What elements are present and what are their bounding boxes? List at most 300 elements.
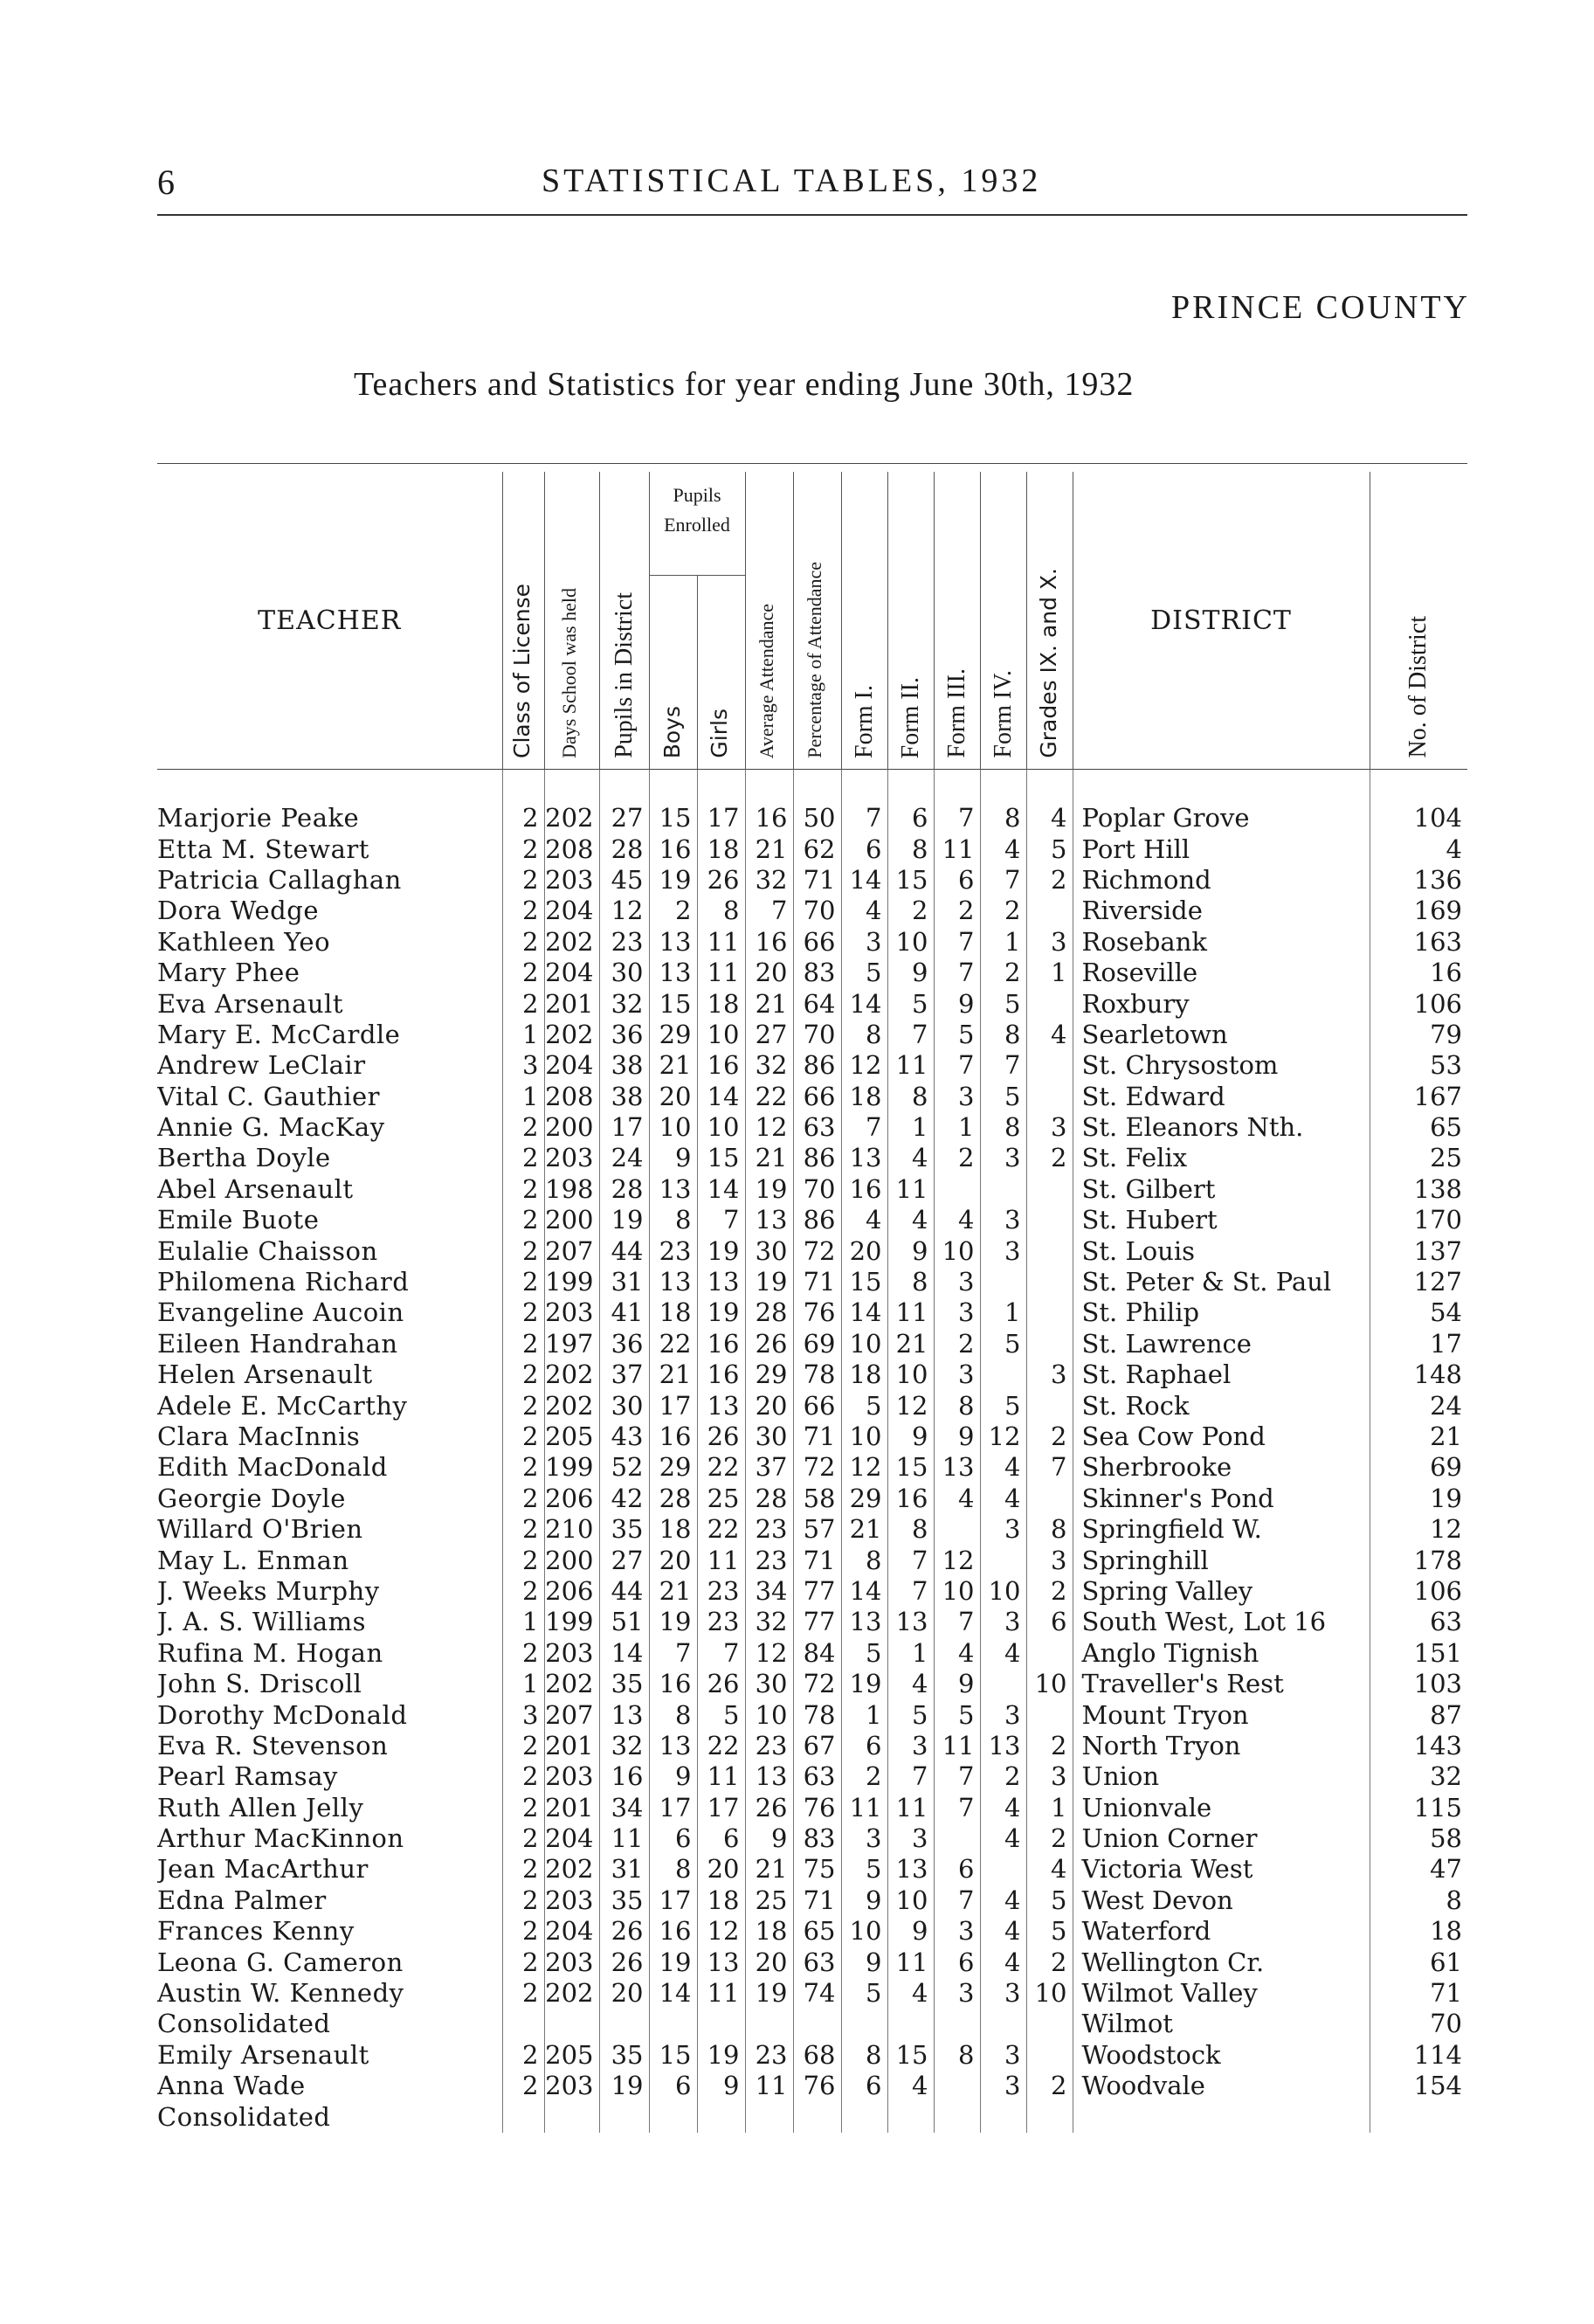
district-cell: Richmond bbox=[1073, 865, 1370, 896]
class-of-license-cell: 3 bbox=[502, 1699, 544, 1730]
boys-cell: 16 bbox=[649, 1916, 697, 1947]
col-district: DISTRICT bbox=[1073, 472, 1370, 770]
county-heading: PRINCE COUNTY bbox=[1171, 289, 1470, 326]
average-attendance-cell: 34 bbox=[745, 1576, 793, 1607]
form3-cell: 3 bbox=[934, 1916, 980, 1947]
average-attendance-cell: 12 bbox=[745, 1112, 793, 1143]
grades9-10-cell: 3 bbox=[1026, 927, 1073, 958]
table-row bbox=[157, 1761, 1467, 1792]
pupils-in-district-cell: 13 bbox=[599, 1699, 649, 1730]
district-number-cell: 169 bbox=[1370, 896, 1467, 926]
page-number: 6 bbox=[157, 163, 175, 202]
form3-cell: 5 bbox=[934, 1699, 980, 1730]
form2-cell: 10 bbox=[887, 1885, 934, 1916]
form4-cell: 4 bbox=[980, 1916, 1026, 1947]
grades9-10-cell bbox=[1026, 1174, 1073, 1205]
district-cell: Union Corner bbox=[1073, 1823, 1370, 1854]
table-body bbox=[157, 803, 1467, 2133]
teacher-name bbox=[157, 865, 502, 896]
form3-cell bbox=[934, 2101, 980, 2132]
percentage-attendance-cell: 64 bbox=[793, 988, 841, 1019]
pupils-in-district-cell: 30 bbox=[599, 958, 649, 988]
district-number-cell: 16 bbox=[1370, 958, 1467, 988]
grades9-10-cell: 7 bbox=[1026, 1452, 1073, 1483]
days-held-cell: 197 bbox=[544, 1329, 599, 1359]
teacher-name bbox=[157, 1267, 502, 1297]
percentage-attendance-cell: 78 bbox=[793, 1699, 841, 1730]
days-held-cell: 208 bbox=[544, 1082, 599, 1112]
boys-cell: 20 bbox=[649, 1545, 697, 1575]
teacher-name bbox=[157, 1699, 502, 1730]
days-held-cell: 199 bbox=[544, 1452, 599, 1483]
days-held-cell: 203 bbox=[544, 1761, 599, 1792]
form2-cell: 11 bbox=[887, 1793, 934, 1823]
table-row bbox=[157, 1452, 1467, 1483]
class-of-license-cell: 3 bbox=[502, 1050, 544, 1081]
average-attendance-cell: 32 bbox=[745, 865, 793, 896]
girls-cell: 14 bbox=[697, 1082, 745, 1112]
form3-cell: 9 bbox=[934, 1669, 980, 1699]
class-of-license-cell: 2 bbox=[502, 833, 544, 864]
grades9-10-cell bbox=[1026, 1699, 1073, 1730]
teacher-name-text: Pearl Ramsay bbox=[157, 1761, 338, 1792]
district-number-cell: 127 bbox=[1370, 1267, 1467, 1297]
district-number-cell: 4 bbox=[1370, 833, 1467, 864]
district-number-cell: 103 bbox=[1370, 1669, 1467, 1699]
average-attendance-cell: 21 bbox=[745, 1143, 793, 1173]
form3-cell: 1 bbox=[934, 1112, 980, 1143]
form1-cell: 9 bbox=[841, 1947, 887, 1977]
form2-cell: 13 bbox=[887, 1854, 934, 1885]
teacher-name-text: Arthur MacKinnon bbox=[157, 1823, 404, 1854]
class-of-license-cell: 2 bbox=[502, 1484, 544, 1514]
col-pupils-in-district bbox=[599, 472, 649, 770]
form4-cell bbox=[980, 1267, 1026, 1297]
col-days-school-held-label: Days School was held bbox=[557, 588, 580, 758]
district-number-cell: 151 bbox=[1370, 1638, 1467, 1669]
table-row bbox=[157, 1854, 1467, 1885]
percentage-attendance-cell bbox=[793, 2101, 841, 2132]
boys-cell: 23 bbox=[649, 1235, 697, 1266]
form3-cell: 6 bbox=[934, 1854, 980, 1885]
teacher-name bbox=[157, 1050, 502, 1081]
boys-cell: 19 bbox=[649, 865, 697, 896]
girls-cell: 26 bbox=[697, 865, 745, 896]
average-attendance-cell: 16 bbox=[745, 927, 793, 958]
form1-cell: 11 bbox=[841, 1793, 887, 1823]
average-attendance-cell: 25 bbox=[745, 1885, 793, 1916]
grades9-10-cell: 2 bbox=[1026, 1947, 1073, 1977]
form1-cell: 5 bbox=[841, 958, 887, 988]
form4-cell: 4 bbox=[980, 1885, 1026, 1916]
teacher-name bbox=[157, 1947, 502, 1977]
days-held-cell: 199 bbox=[544, 1607, 599, 1637]
district-number-cell: 19 bbox=[1370, 1484, 1467, 1514]
class-of-license-cell: 2 bbox=[502, 927, 544, 958]
form4-cell: 4 bbox=[980, 833, 1026, 864]
pupils-in-district-cell: 14 bbox=[599, 1638, 649, 1669]
boys-cell: 19 bbox=[649, 1947, 697, 1977]
form1-cell: 8 bbox=[841, 1545, 887, 1575]
table-row bbox=[157, 2009, 1467, 2039]
grades9-10-cell bbox=[1026, 1205, 1073, 1235]
average-attendance-cell: 19 bbox=[745, 1978, 793, 2009]
district-cell: Wellington Cr. bbox=[1073, 1947, 1370, 1977]
form4-cell: 3 bbox=[980, 2071, 1026, 2101]
girls-cell: 18 bbox=[697, 988, 745, 1019]
grades9-10-cell bbox=[1026, 2040, 1073, 2071]
average-attendance-cell: 23 bbox=[745, 1514, 793, 1545]
pupils-in-district-cell: 19 bbox=[599, 2071, 649, 2101]
percentage-attendance-cell: 62 bbox=[793, 833, 841, 864]
district-cell: Springfield W. bbox=[1073, 1514, 1370, 1545]
district-cell: Rosebank bbox=[1073, 927, 1370, 958]
class-of-license-cell: 2 bbox=[502, 1267, 544, 1297]
col-form1 bbox=[841, 472, 887, 770]
table-row bbox=[157, 1297, 1467, 1328]
girls-cell: 19 bbox=[697, 1235, 745, 1266]
table-row bbox=[157, 1050, 1467, 1081]
percentage-attendance-cell: 72 bbox=[793, 1669, 841, 1699]
form2-cell: 10 bbox=[887, 1359, 934, 1390]
district-cell: St. Louis bbox=[1073, 1235, 1370, 1266]
class-of-license-cell: 2 bbox=[502, 1329, 544, 1359]
days-held-cell: 204 bbox=[544, 896, 599, 926]
days-held-cell: 206 bbox=[544, 1576, 599, 1607]
pupils-in-district-cell: 41 bbox=[599, 1297, 649, 1328]
percentage-attendance-cell: 72 bbox=[793, 1235, 841, 1266]
district-cell: Union bbox=[1073, 1761, 1370, 1792]
percentage-attendance-cell: 65 bbox=[793, 1916, 841, 1947]
table-row bbox=[157, 2071, 1467, 2101]
days-held-cell: 202 bbox=[544, 1359, 599, 1390]
grades9-10-cell: 4 bbox=[1026, 803, 1073, 833]
teacher-name-text: J. A. S. Williams bbox=[157, 1607, 367, 1637]
boys-cell: 18 bbox=[649, 1297, 697, 1328]
girls-cell: 11 bbox=[697, 958, 745, 988]
girls-cell bbox=[697, 2009, 745, 2039]
form2-cell: 4 bbox=[887, 1205, 934, 1235]
table-row bbox=[157, 1978, 1467, 2009]
table-row bbox=[157, 1916, 1467, 1947]
boys-cell: 9 bbox=[649, 1143, 697, 1173]
class-of-license-cell: 2 bbox=[502, 1731, 544, 1761]
girls-cell: 17 bbox=[697, 1793, 745, 1823]
form3-cell: 5 bbox=[934, 1020, 980, 1050]
teacher-name bbox=[157, 1669, 502, 1699]
girls-cell: 10 bbox=[697, 1020, 745, 1050]
average-attendance-cell: 19 bbox=[745, 1174, 793, 1205]
table-row bbox=[157, 1205, 1467, 1235]
table-row bbox=[157, 2040, 1467, 2071]
form3-cell: 11 bbox=[934, 833, 980, 864]
percentage-attendance-cell: 76 bbox=[793, 1297, 841, 1328]
teacher-name-text: Marjorie Peake bbox=[157, 803, 360, 833]
district-cell: Springhill bbox=[1073, 1545, 1370, 1575]
teacher-name bbox=[157, 1082, 502, 1112]
percentage-attendance-cell: 66 bbox=[793, 927, 841, 958]
teacher-name bbox=[157, 1761, 502, 1792]
form4-cell bbox=[980, 2101, 1026, 2132]
header-rule bbox=[157, 214, 1467, 216]
col-days-school-held bbox=[544, 472, 599, 770]
girls-cell: 18 bbox=[697, 833, 745, 864]
table-row bbox=[157, 1143, 1467, 1173]
class-of-license-cell: 2 bbox=[502, 1514, 544, 1545]
form1-cell: 12 bbox=[841, 1050, 887, 1081]
statistics-table bbox=[157, 472, 1467, 2133]
average-attendance-cell: 23 bbox=[745, 1545, 793, 1575]
district-cell: West Devon bbox=[1073, 1885, 1370, 1916]
pupils-in-district-cell: 52 bbox=[599, 1452, 649, 1483]
girls-cell: 11 bbox=[697, 1761, 745, 1792]
girls-cell: 19 bbox=[697, 1297, 745, 1328]
average-attendance-cell: 21 bbox=[745, 1854, 793, 1885]
table-row bbox=[157, 1731, 1467, 1761]
average-attendance-cell: 29 bbox=[745, 1359, 793, 1390]
boys-cell: 6 bbox=[649, 2071, 697, 2101]
average-attendance-cell: 26 bbox=[745, 1793, 793, 1823]
grades9-10-cell: 3 bbox=[1026, 1359, 1073, 1390]
grades9-10-cell: 2 bbox=[1026, 1421, 1073, 1452]
form4-cell: 4 bbox=[980, 1638, 1026, 1669]
grades9-10-cell bbox=[1026, 1082, 1073, 1112]
class-of-license-cell: 1 bbox=[502, 1020, 544, 1050]
grades9-10-cell: 5 bbox=[1026, 833, 1073, 864]
form1-cell: 6 bbox=[841, 1731, 887, 1761]
district-cell: St. Peter & St. Paul bbox=[1073, 1267, 1370, 1297]
district-number-cell: 106 bbox=[1370, 1576, 1467, 1607]
days-held-cell: 204 bbox=[544, 1050, 599, 1081]
col-form2 bbox=[887, 472, 934, 770]
grades9-10-cell: 2 bbox=[1026, 1731, 1073, 1761]
form2-cell: 9 bbox=[887, 958, 934, 988]
district-cell: Waterford bbox=[1073, 1916, 1370, 1947]
days-held-cell: 202 bbox=[544, 1390, 599, 1421]
form3-cell: 7 bbox=[934, 803, 980, 833]
teacher-name bbox=[157, 833, 502, 864]
district-cell: Sherbrooke bbox=[1073, 1452, 1370, 1483]
teacher-name bbox=[157, 988, 502, 1019]
form1-cell: 13 bbox=[841, 1607, 887, 1637]
form4-cell: 12 bbox=[980, 1421, 1026, 1452]
days-held-cell: 200 bbox=[544, 1112, 599, 1143]
average-attendance-cell: 11 bbox=[745, 2071, 793, 2101]
teacher-name-text: Philomena Richard bbox=[157, 1267, 410, 1297]
class-of-license-cell: 2 bbox=[502, 988, 544, 1019]
days-held-cell: 206 bbox=[544, 1484, 599, 1514]
percentage-attendance-cell: 71 bbox=[793, 1267, 841, 1297]
district-number-cell: 17 bbox=[1370, 1329, 1467, 1359]
days-held-cell: 201 bbox=[544, 1731, 599, 1761]
form1-cell: 16 bbox=[841, 1174, 887, 1205]
grades9-10-cell: 2 bbox=[1026, 2071, 1073, 2101]
form2-cell: 4 bbox=[887, 2071, 934, 2101]
pupils-enrolled-label: Pupils Enrolled bbox=[664, 484, 730, 536]
running-title: STATISTICAL TABLES, 1932 bbox=[542, 163, 1042, 199]
class-of-license-cell: 1 bbox=[502, 1607, 544, 1637]
class-of-license-cell: 2 bbox=[502, 803, 544, 833]
district-cell: St. Felix bbox=[1073, 1143, 1370, 1173]
district-number-cell: 18 bbox=[1370, 1916, 1467, 1947]
form1-cell: 5 bbox=[841, 1854, 887, 1885]
percentage-attendance-cell: 86 bbox=[793, 1205, 841, 1235]
pupils-in-district-cell: 35 bbox=[599, 1669, 649, 1699]
average-attendance-cell: 23 bbox=[745, 1731, 793, 1761]
teacher-name-text: Helen Arsenault bbox=[157, 1359, 373, 1390]
pupils-in-district-cell: 28 bbox=[599, 1174, 649, 1205]
pupils-in-district-cell: 31 bbox=[599, 1267, 649, 1297]
district-number-cell: 32 bbox=[1370, 1761, 1467, 1792]
district-cell bbox=[1073, 2101, 1370, 2132]
pupils-in-district-cell: 42 bbox=[599, 1484, 649, 1514]
pupils-in-district-cell: 12 bbox=[599, 896, 649, 926]
form4-cell bbox=[980, 1359, 1026, 1390]
form1-cell: 6 bbox=[841, 833, 887, 864]
form1-cell: 8 bbox=[841, 1020, 887, 1050]
teacher-name-text: Patricia Callaghan bbox=[157, 864, 402, 895]
class-of-license-cell: 2 bbox=[502, 2071, 544, 2101]
grades9-10-cell: 4 bbox=[1026, 1020, 1073, 1050]
form3-cell: 7 bbox=[934, 927, 980, 958]
form3-cell: 3 bbox=[934, 1297, 980, 1328]
percentage-attendance-cell: 78 bbox=[793, 1359, 841, 1390]
form3-cell: 6 bbox=[934, 865, 980, 896]
table-row bbox=[157, 1514, 1467, 1545]
form2-cell: 9 bbox=[887, 1235, 934, 1266]
pupils-in-district-cell bbox=[599, 2009, 649, 2039]
district-cell: Roseville bbox=[1073, 958, 1370, 988]
average-attendance-cell: 26 bbox=[745, 1329, 793, 1359]
form2-cell: 11 bbox=[887, 1174, 934, 1205]
district-cell: St. Edward bbox=[1073, 1082, 1370, 1112]
average-attendance-cell: 13 bbox=[745, 1205, 793, 1235]
pupils-in-district-cell: 37 bbox=[599, 1359, 649, 1390]
average-attendance-cell: 22 bbox=[745, 1082, 793, 1112]
district-number-cell: 138 bbox=[1370, 1174, 1467, 1205]
boys-cell: 21 bbox=[649, 1576, 697, 1607]
form4-cell: 3 bbox=[980, 1143, 1026, 1173]
class-of-license-cell: 2 bbox=[502, 865, 544, 896]
district-number-cell: 178 bbox=[1370, 1545, 1467, 1575]
teacher-name bbox=[157, 2101, 502, 2132]
district-cell: Poplar Grove bbox=[1073, 803, 1370, 833]
district-cell: St. Raphael bbox=[1073, 1359, 1370, 1390]
average-attendance-cell: 13 bbox=[745, 1761, 793, 1792]
girls-cell: 12 bbox=[697, 1916, 745, 1947]
percentage-attendance-cell bbox=[793, 2009, 841, 2039]
form1-cell: 20 bbox=[841, 1235, 887, 1266]
pupils-in-district-cell: 19 bbox=[599, 1205, 649, 1235]
teacher-name bbox=[157, 803, 502, 833]
grades9-10-cell: 3 bbox=[1026, 1112, 1073, 1143]
girls-cell: 10 bbox=[697, 1112, 745, 1143]
form4-cell: 4 bbox=[980, 1823, 1026, 1854]
average-attendance-cell: 28 bbox=[745, 1484, 793, 1514]
percentage-attendance-cell: 66 bbox=[793, 1082, 841, 1112]
teacher-name-text: Vital C. Gauthier bbox=[157, 1081, 380, 1111]
form2-cell: 13 bbox=[887, 1607, 934, 1637]
col-girls-label: Girls bbox=[707, 709, 733, 758]
teacher-name-text: Austin W. Kennedy bbox=[157, 1978, 404, 2009]
table-row bbox=[157, 1576, 1467, 1607]
form3-cell: 4 bbox=[934, 1484, 980, 1514]
teacher-name-text: Mary Phee bbox=[157, 958, 300, 988]
boys-cell: 20 bbox=[649, 1082, 697, 1112]
teacher-name-text: Edna Palmer bbox=[157, 1885, 327, 1915]
grades9-10-cell: 3 bbox=[1026, 1545, 1073, 1575]
form3-cell: 7 bbox=[934, 1793, 980, 1823]
boys-cell: 13 bbox=[649, 958, 697, 988]
average-attendance-cell: 30 bbox=[745, 1421, 793, 1452]
class-of-license-cell: 2 bbox=[502, 1421, 544, 1452]
pupils-in-district-cell: 44 bbox=[599, 1235, 649, 1266]
form1-cell: 29 bbox=[841, 1484, 887, 1514]
col-form4-label: Form IV. bbox=[989, 670, 1017, 758]
teacher-name bbox=[157, 896, 502, 926]
teacher-name bbox=[157, 1514, 502, 1545]
form1-cell bbox=[841, 2009, 887, 2039]
pupils-in-district-cell: 17 bbox=[599, 1112, 649, 1143]
form2-cell: 15 bbox=[887, 2040, 934, 2071]
district-number-cell: 143 bbox=[1370, 1731, 1467, 1761]
district-number-cell: 70 bbox=[1370, 2009, 1467, 2039]
teacher-name-text: J. Weeks Murphy bbox=[157, 1575, 380, 1606]
girls-cell: 8 bbox=[697, 896, 745, 926]
pupils-in-district-cell: 44 bbox=[599, 1576, 649, 1607]
girls-cell: 11 bbox=[697, 1978, 745, 2009]
days-held-cell: 203 bbox=[544, 1947, 599, 1977]
class-of-license-cell: 2 bbox=[502, 1112, 544, 1143]
class-of-license-cell bbox=[502, 2009, 544, 2039]
district-number-cell: 87 bbox=[1370, 1699, 1467, 1730]
pupils-in-district-cell: 35 bbox=[599, 1514, 649, 1545]
class-of-license-cell: 1 bbox=[502, 1669, 544, 1699]
average-attendance-cell: 30 bbox=[745, 1669, 793, 1699]
form3-cell: 4 bbox=[934, 1205, 980, 1235]
grades9-10-cell: 2 bbox=[1026, 1576, 1073, 1607]
form2-cell: 12 bbox=[887, 1390, 934, 1421]
district-number-cell: 163 bbox=[1370, 927, 1467, 958]
teacher-name-text: Anna Wade bbox=[157, 2071, 306, 2101]
table-row bbox=[157, 896, 1467, 926]
form2-cell: 16 bbox=[887, 1484, 934, 1514]
form2-cell: 11 bbox=[887, 1947, 934, 1977]
girls-cell: 11 bbox=[697, 1545, 745, 1575]
district-cell: Unionvale bbox=[1073, 1793, 1370, 1823]
teacher-name bbox=[157, 927, 502, 958]
form1-cell: 9 bbox=[841, 1885, 887, 1916]
form4-cell: 2 bbox=[980, 896, 1026, 926]
table-row bbox=[157, 1638, 1467, 1669]
table-row bbox=[157, 865, 1467, 896]
pupils-in-district-cell: 31 bbox=[599, 1854, 649, 1885]
teacher-name-text: Clara MacInnis bbox=[157, 1421, 361, 1451]
pupils-in-district-cell: 24 bbox=[599, 1143, 649, 1173]
form2-cell: 11 bbox=[887, 1297, 934, 1328]
average-attendance-cell: 37 bbox=[745, 1452, 793, 1483]
class-of-license-cell: 2 bbox=[502, 2040, 544, 2071]
percentage-attendance-cell: 63 bbox=[793, 1112, 841, 1143]
teacher-name-text: Emily Arsenault bbox=[157, 2039, 369, 2070]
col-form4 bbox=[980, 472, 1026, 770]
form3-cell: 9 bbox=[934, 988, 980, 1019]
days-held-cell: 202 bbox=[544, 1020, 599, 1050]
form3-cell: 3 bbox=[934, 1082, 980, 1112]
form4-cell: 13 bbox=[980, 1731, 1026, 1761]
teacher-name-text: Dorothy McDonald bbox=[157, 1699, 408, 1730]
class-of-license-cell: 2 bbox=[502, 1545, 544, 1575]
